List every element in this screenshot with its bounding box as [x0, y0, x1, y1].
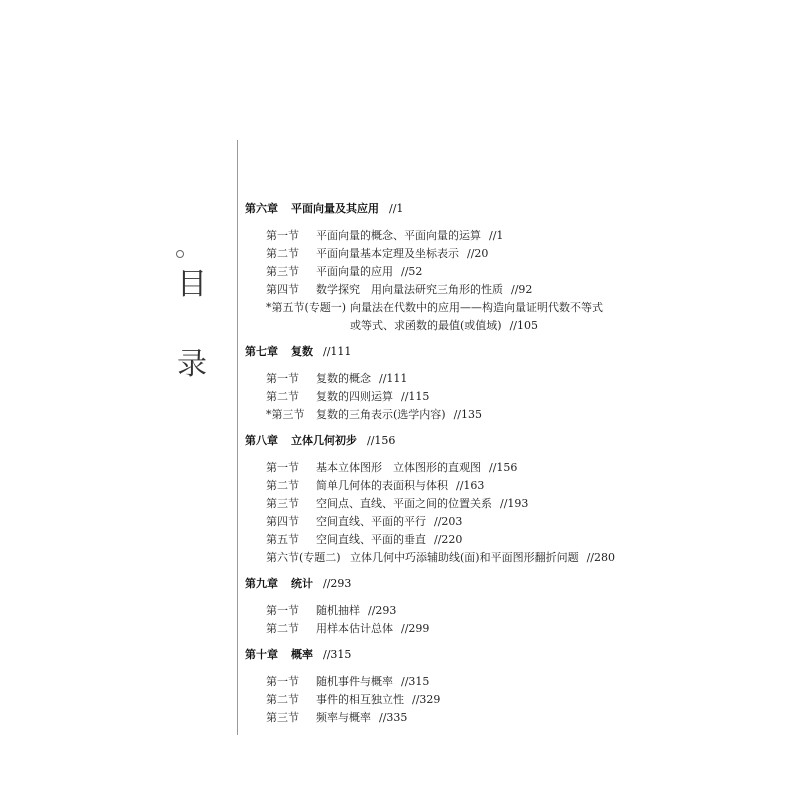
section-item[interactable] [266, 459, 645, 477]
section-item[interactable] [266, 281, 645, 299]
section-number: 第四节 [266, 515, 299, 528]
section-item[interactable] [266, 477, 645, 495]
section-page: //203 [434, 515, 463, 528]
chapter-number: 第十章 [245, 648, 278, 661]
section-number: 第一节 [266, 604, 299, 617]
section-page: //315 [401, 675, 430, 688]
section-item[interactable] [266, 602, 645, 620]
heading-char-mu: 目 [177, 267, 207, 302]
section-page: //111 [379, 372, 408, 385]
chapter-title: 立体几何初步 [291, 434, 357, 447]
chapter-7[interactable] [245, 343, 645, 361]
section-title: 复数的三角表示(选学内容) [316, 408, 446, 421]
section-title-line2-wrap [350, 317, 603, 335]
chapter-page: //1 [389, 202, 404, 215]
section-title: 空间直线、平面的平行 [316, 515, 426, 528]
section-number: 第六节(专题二) [266, 551, 341, 564]
circle-mark-icon [176, 250, 184, 258]
chapter-page: //315 [323, 648, 352, 661]
section-page: //115 [401, 390, 430, 403]
chapter-10[interactable] [245, 646, 645, 664]
section-number: 第二节 [266, 622, 299, 635]
section-title: 事件的相互独立性 [316, 693, 404, 706]
section-item[interactable] [266, 227, 645, 245]
section-item[interactable] [266, 513, 645, 531]
section-page: //193 [500, 497, 529, 510]
section-number: 第二节 [266, 247, 299, 260]
chapter-number: 第九章 [245, 577, 278, 590]
section-title: 复数的四则运算 [316, 390, 393, 403]
section-page: //52 [401, 265, 423, 278]
heading-char-lu: 录 [177, 347, 207, 382]
section-number: 第五节 [266, 533, 299, 546]
section-page: //293 [368, 604, 397, 617]
table-of-contents [245, 200, 645, 735]
section-number: *第三节 [266, 408, 305, 421]
chapter-7-sections [266, 370, 645, 424]
section-title: 频率与概率 [316, 711, 371, 724]
section-title: 立体几何中巧添辅助线(面)和平面图形翻折问题 [350, 551, 579, 564]
section-item[interactable] [266, 245, 645, 263]
section-item[interactable] [266, 549, 645, 567]
section-number: *第五节(专题一) [266, 301, 347, 314]
section-page: //105 [509, 319, 539, 332]
section-title: 基本立体图形 立体图形的直观图 [316, 461, 481, 474]
section-title: 空间点、直线、平面之间的位置关系 [316, 497, 492, 510]
section-page: //1 [489, 229, 504, 242]
chapter-page: //111 [323, 345, 352, 358]
section-number: 第二节 [266, 479, 299, 492]
chapter-9[interactable] [245, 575, 645, 593]
section-item[interactable] [266, 299, 645, 335]
chapter-page: //156 [367, 434, 396, 447]
section-title-wrap [350, 299, 603, 335]
section-number: 第三节 [266, 265, 299, 278]
section-item[interactable] [266, 388, 645, 406]
section-page: //156 [489, 461, 518, 474]
vertical-divider [237, 140, 238, 735]
section-number: 第二节 [266, 693, 299, 706]
chapter-number: 第六章 [245, 202, 278, 215]
section-page: //163 [456, 479, 485, 492]
section-number: 第三节 [266, 711, 299, 724]
chapter-title: 统计 [291, 577, 313, 590]
section-title: 随机抽样 [316, 604, 360, 617]
chapter-page: //293 [323, 577, 352, 590]
section-item[interactable] [266, 620, 645, 638]
section-title: 用样本估计总体 [316, 622, 393, 635]
section-page: //220 [434, 533, 463, 546]
chapter-title: 复数 [291, 345, 313, 358]
section-title: 复数的概念 [316, 372, 371, 385]
section-title: 空间直线、平面的垂直 [316, 533, 426, 546]
section-number: 第一节 [266, 372, 299, 385]
section-number: 第一节 [266, 229, 299, 242]
section-item[interactable] [266, 370, 645, 388]
chapter-number: 第七章 [245, 345, 278, 358]
section-item[interactable] [266, 691, 645, 709]
section-page: //280 [586, 551, 616, 564]
section-title: 数学探究 用向量法研究三角形的性质 [316, 283, 503, 296]
section-page: //299 [401, 622, 430, 635]
chapter-8[interactable] [245, 432, 645, 450]
section-number: 第一节 [266, 675, 299, 688]
section-item[interactable] [266, 406, 645, 424]
chapter-9-sections [266, 602, 645, 638]
section-number: 第四节 [266, 283, 299, 296]
chapter-number: 第八章 [245, 434, 278, 447]
section-page: //329 [412, 693, 441, 706]
chapter-title: 平面向量及其应用 [291, 202, 379, 215]
section-item[interactable] [266, 531, 645, 549]
section-item[interactable] [266, 673, 645, 691]
section-page: //135 [453, 408, 483, 421]
section-title-line1: 向量法在代数中的应用——构造向量证明代数不等式 [350, 301, 603, 314]
chapter-8-sections [266, 459, 645, 567]
section-number: 第二节 [266, 390, 299, 403]
section-page: //335 [379, 711, 408, 724]
section-item[interactable] [266, 495, 645, 513]
section-title: 随机事件与概率 [316, 675, 393, 688]
section-page: //20 [467, 247, 489, 260]
section-number: 第一节 [266, 461, 299, 474]
section-number: 第三节 [266, 497, 299, 510]
section-title: 平面向量基本定理及坐标表示 [316, 247, 459, 260]
chapter-6[interactable] [245, 200, 645, 218]
chapter-title: 概率 [291, 648, 313, 661]
section-page: //92 [511, 283, 533, 296]
chapter-6-sections [266, 227, 645, 335]
section-title-line2: 或等式、求函数的最值(或值域) [350, 319, 502, 332]
section-item[interactable] [266, 263, 645, 281]
section-title: 平面向量的概念、平面向量的运算 [316, 229, 481, 242]
section-title: 简单几何体的表面积与体积 [316, 479, 448, 492]
section-title: 平面向量的应用 [316, 265, 393, 278]
chapter-10-sections [266, 673, 645, 727]
section-item[interactable] [266, 709, 645, 727]
